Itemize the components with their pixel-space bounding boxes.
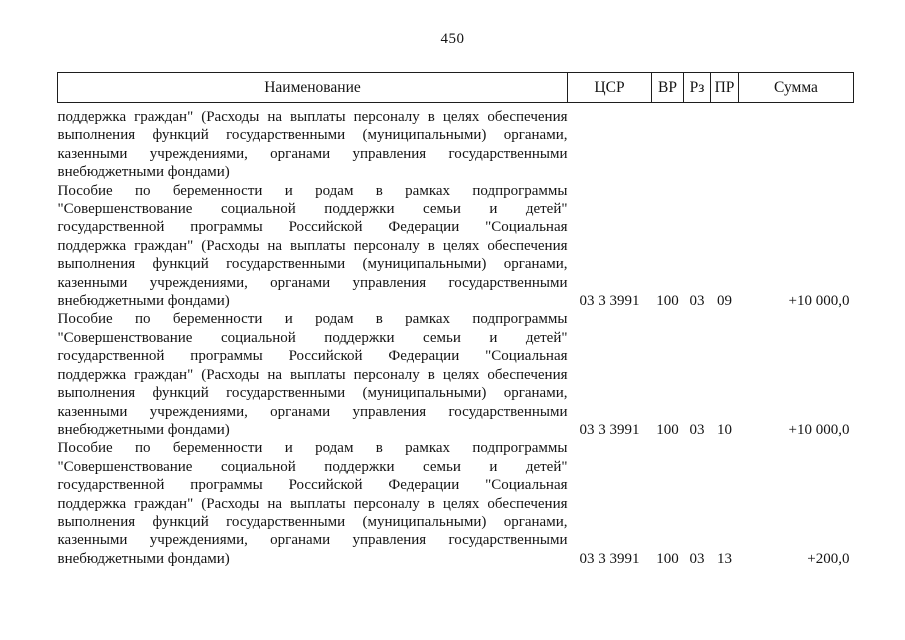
- row-summa-value: [739, 103, 854, 182]
- column-header-vr: ВР: [652, 73, 684, 103]
- table-row: [58, 103, 854, 182]
- table-header-row: [58, 73, 854, 103]
- table-row: [58, 310, 854, 439]
- text-line: поддержка граждан" (Расходы на выплаты персоналу в целях обеспечения: [57, 366, 568, 383]
- text-line: поддержка граждан" (Расходы на выплаты персоналу в целях обеспечения: [57, 495, 568, 512]
- column-header-csr: ЦСР: [568, 73, 652, 103]
- table-row: [58, 439, 854, 568]
- text-line: государственной программы Российской Федерации "Социальная: [57, 477, 568, 494]
- text-line: Пособие по беременности и родам в рамках подпрограммы: [57, 182, 568, 199]
- text-line: внебюджетными фондами): [57, 293, 230, 310]
- row-name-text: [58, 439, 568, 568]
- row-vr-value: [652, 103, 684, 182]
- text-line: Пособие по беременности и родам в рамках подпрограммы: [57, 311, 568, 328]
- text-line: "Совершенствование социальной поддержки семьи и детей": [57, 329, 568, 346]
- row-summa-value: +10 000,0: [788, 421, 850, 438]
- column-header-summa: Сумма: [739, 73, 854, 103]
- text-line: казенными учреждениями, органами управления государственными: [57, 403, 568, 420]
- text-line: казенными учреждениями, органами управления государственными: [57, 145, 568, 162]
- row-vr-value: 100: [656, 421, 679, 438]
- text-line: казенными учреждениями, органами управления государственными: [57, 532, 568, 549]
- row-csr-value: 03 3 3991: [579, 421, 640, 438]
- text-line: внебюджетными фондами): [57, 421, 230, 438]
- text-line: государственной программы Российской Федерации "Социальная: [57, 348, 568, 365]
- text-line: Пособие по беременности и родам в рамках подпрограммы: [57, 440, 568, 457]
- row-csr-value: 03 3 3991: [579, 550, 640, 567]
- column-header-rz: Рз: [684, 73, 711, 103]
- row-rz-value: 03: [689, 550, 705, 567]
- text-line: "Совершенствование социальной поддержки семьи и детей": [57, 458, 568, 475]
- row-rz-value: 03: [689, 293, 705, 310]
- text-line: внебюджетными фондами): [57, 164, 230, 181]
- row-name-text: [58, 103, 568, 182]
- row-pr-value: [711, 103, 739, 182]
- row-pr-value: 09: [717, 293, 732, 310]
- text-line: поддержка граждан" (Расходы на выплаты персоналу в целях обеспечения: [57, 237, 568, 254]
- text-line: выполнения функций государственными (муниципальными) органами,: [57, 513, 568, 530]
- row-summa-value: +10 000,0: [788, 293, 850, 310]
- text-line: казенными учреждениями, органами управления государственными: [57, 274, 568, 291]
- row-vr-value: 100: [656, 293, 679, 310]
- text-line: выполнения функций государственными (муниципальными) органами,: [57, 256, 568, 273]
- row-pr-value: 10: [717, 421, 732, 438]
- row-summa-value: +200,0: [807, 550, 850, 567]
- page-number: 450: [440, 31, 465, 47]
- text-line: "Совершенствование социальной поддержки семьи и детей": [57, 201, 568, 218]
- budget-table: [57, 72, 854, 568]
- text-line: поддержка граждан" (Расходы на выплаты персоналу в целях обеспечения: [57, 109, 568, 125]
- text-line: государственной программы Российской Федерации "Социальная: [57, 219, 568, 236]
- row-name-text: [58, 182, 568, 311]
- row-rz-value: [684, 103, 711, 182]
- row-name-text: [58, 310, 568, 439]
- row-pr-value: 13: [717, 550, 732, 567]
- row-vr-value: 100: [656, 550, 679, 567]
- table-row: [58, 182, 854, 311]
- row-csr-value: 03 3 3991: [579, 293, 640, 310]
- text-line: выполнения функций государственными (муниципальными) органами,: [57, 127, 568, 144]
- text-line: внебюджетными фондами): [57, 550, 230, 567]
- row-csr-value: [568, 103, 652, 182]
- text-line: выполнения функций государственными (муниципальными) органами,: [57, 385, 568, 402]
- column-header-pr: ПР: [711, 73, 739, 103]
- column-header-name: Наименование: [58, 73, 568, 103]
- row-rz-value: 03: [689, 421, 705, 438]
